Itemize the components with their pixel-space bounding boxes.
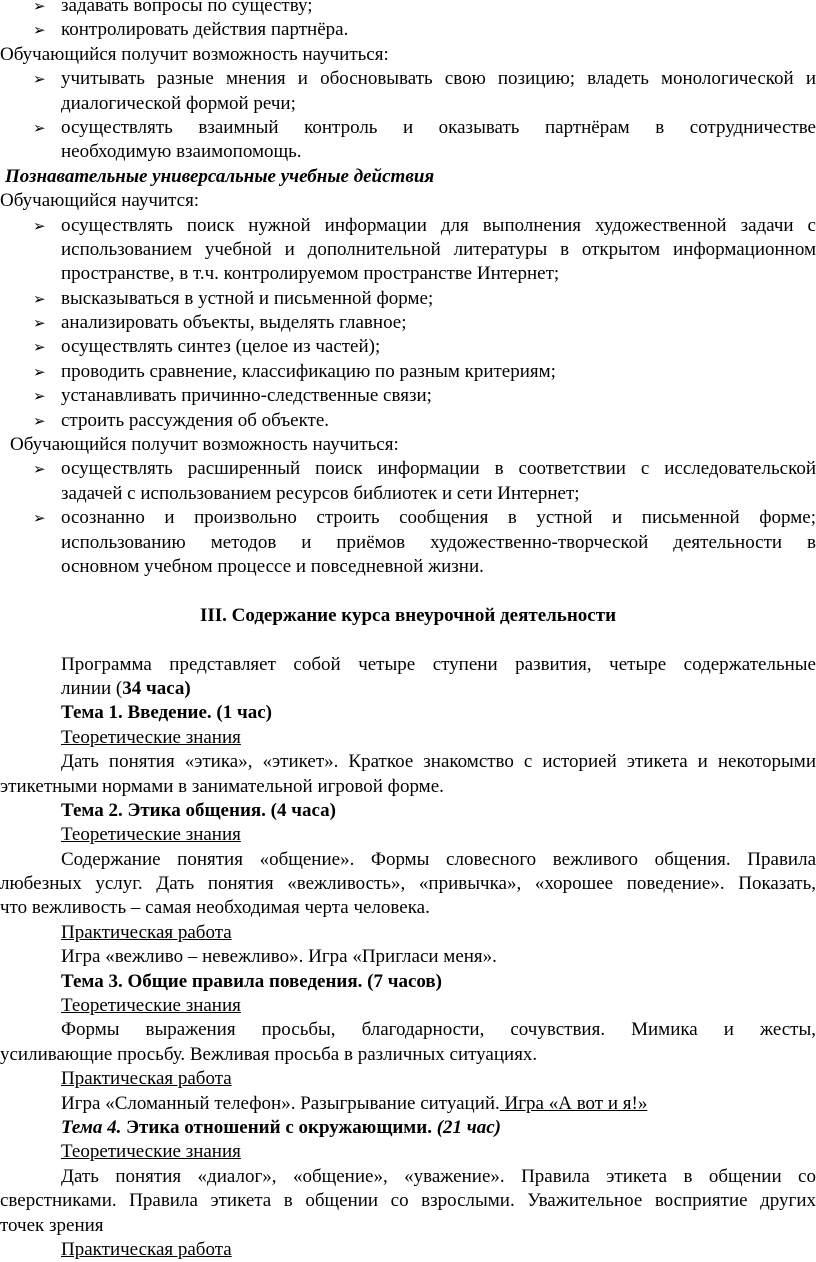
subsection-label: Практическая работа [61,1068,232,1090]
paragraph-line: Игра «вежливо – невежливо». Игра «Пригласи меня». [61,946,497,968]
bullet-item [0,335,816,359]
paragraph-line: линии (34 часа) [61,677,191,699]
subsection-label: Теоретические знания [61,1141,241,1163]
arrow-bullet-icon: ➢ [33,70,46,89]
bullet-item [0,384,816,408]
paragraph-line: что вежливость – самая необходимая черта человека. [0,897,430,919]
paragraph-line: Обучающийся получит возможность научиться: [10,434,399,456]
bullet-text: строить рассуждения об объекте. [61,409,330,431]
bullet-text: осознанно и произвольно строить сообщения в устной и письменной форме; [61,507,816,529]
arrow-bullet-icon: ➢ [33,289,46,308]
paragraph-line: усиливающие просьбу. Вежливая просьба в различных ситуациях. [0,1043,538,1065]
paragraph-line: точек зрения [0,1214,104,1236]
bullet-text: осуществлять синтез (целое из частей); [61,336,381,358]
paragraph-line: Игра «Сломанный телефон». Разыгрывание ситуаций. Игра «А вот и я!» [61,1092,648,1114]
arrow-bullet-icon: ➢ [33,338,46,357]
section-heading: III. Содержание курса внеурочной деятельности [199,604,617,626]
bullet-item [0,506,816,530]
blank-line [0,579,816,603]
paragraph-line: Формы выражения просьбы, благодарности, сочувствия. Мимика и жесты, [61,1019,816,1041]
arrow-bullet-icon: ➢ [33,21,46,40]
arrow-bullet-icon: ➢ [33,460,46,479]
bullet-text: устанавливать причинно-следственные связи; [61,385,432,407]
paragraph-line: Содержание понятия «общение». Формы словесного вежливого общения. Правила [61,848,816,870]
topic-heading: Тема 1. Введение. (1 час) [61,702,272,724]
bullet-continuation: использованию методов и приёмов художественно-творческой деятельности в [61,531,816,553]
topic-heading: Тема 2. Этика общения. (4 часа) [61,799,336,821]
arrow-bullet-icon: ➢ [33,411,46,430]
bullet-text: осуществлять поиск нужной информации для выполнения художественной задачи с [61,214,816,236]
bullet-text: учитывать разные мнения и обосновывать свою позицию; владеть монологической и [61,68,816,90]
paragraph-line: Обучающийся получит возможность научиться: [0,43,389,65]
bullet-item [0,18,816,42]
bullet-item [0,409,816,433]
arrow-bullet-icon: ➢ [33,216,46,235]
bullet-continuation: использованием учебной и дополнительной литературы в открытом информационном [61,238,816,260]
bullet-text: высказываться в устной и письменной форме; [61,287,434,309]
bullet-item [0,214,816,238]
arrow-bullet-icon: ➢ [33,387,46,406]
bullet-item [0,116,816,140]
arrow-bullet-icon: ➢ [33,314,46,333]
arrow-bullet-icon: ➢ [33,362,46,381]
bullet-item [0,360,816,384]
bullet-text: задавать вопросы по существу; [61,0,313,16]
subsection-label: Теоретические знания [61,995,241,1017]
paragraph-line: Дать понятия «этика», «этикет». Краткое знакомство с историей этикета и некоторыми [61,751,816,773]
subsection-label: Практическая работа [61,921,232,943]
section-subheading: Познавательные универсальные учебные действия [5,165,435,187]
subsection-label: Теоретические знания [61,824,241,846]
bullet-text: осуществлять расширенный поиск информации в соответствии с исследовательской [61,458,816,480]
topic-heading: Тема 4. Этика отношений с окружающими. (21 час) [61,1116,502,1138]
bullet-continuation: задачей с использованием ресурсов библиотек и сети Интернет; [61,482,580,504]
bullet-item [0,311,816,335]
topic-heading: Тема 3. Общие правила поведения. (7 часов) [61,970,443,992]
paragraph-line: Программа представляет собой четыре ступени развития, четыре содержательные [61,653,816,675]
paragraph-line: Обучающийся научится: [0,190,200,212]
bullet-item [0,457,816,481]
bullet-text: анализировать объекты, выделять главное; [61,312,407,334]
bullet-text: осуществлять взаимный контроль и оказывать партнёрам в сотрудничестве [61,116,816,138]
paragraph-line: этикетными нормами в занимательной игровой форме. [0,775,444,797]
bullet-item [0,287,816,311]
bullet-item [0,0,816,18]
bullet-text: проводить сравнение, классификацию по разным критериям; [61,360,556,382]
paragraph-line: Дать понятия «диалог», «общение», «уважение». Правила этикета в общении со [61,1165,816,1187]
subsection-label: Практическая работа [61,1238,232,1260]
bullet-text: контролировать действия партнёра. [61,19,349,41]
bullet-item [0,67,816,91]
paragraph-line: сверстниками. Правила этикета в общении со взрослыми. Уважительное восприятие других [0,1190,816,1212]
arrow-bullet-icon: ➢ [33,509,46,528]
arrow-bullet-icon: ➢ [33,118,46,137]
bullet-continuation: необходимую взаимопомощь. [61,141,302,163]
bullet-continuation: основном учебном процессе и повседневной жизни. [61,555,484,577]
blank-line [0,628,816,652]
bullet-continuation: пространстве, в т.ч. контролируемом пространстве Интернет; [61,263,560,285]
arrow-bullet-icon: ➢ [33,0,46,15]
paragraph-line: любезных услуг. Дать понятия «вежливость», «привычка», «хорошее поведение». Показать, [0,873,816,895]
subsection-label: Теоретические знания [61,726,241,748]
bullet-continuation: диалогической формой речи; [61,92,296,114]
